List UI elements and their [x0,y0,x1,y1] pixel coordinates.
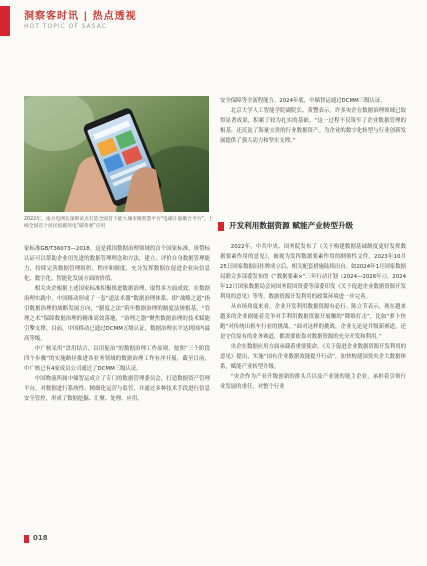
header-accent-bar [0,6,10,36]
header-title: 洞察客时讯 | 热点透视 [24,11,137,22]
paragraph: 2022年，中共中央、国务院发布了《关于构建数据基础制度更好发挥数据要素作用的意见》，被视为发挥数据要素作用的纲领性文件。2023年10月25日国家数据局挂牌成立后，相关配套措施陆续出台。如2024年1月国家数据局联合多部委发布的《“数据要素×”三年行动计划（2024—2026年）》，2024年12月国家数据局会同国务院国资委等部委印发《关于促进企业数据资源开发利用的意见》等等，数据资源开发利用的政策环境进一步完善。 [220,244,407,300]
photo-caption: 2022年，南方电网在深圳试点打造全国首个能大城市级智慧平台"电碳计量聚合平台"。上线全国首个居民低碳用电"碳普惠"应用 [24,217,214,229]
paragraph: 家标准GB/T36073—2018。这是我国数据治理领域的首个国家标准，该赞标认证可以帮助企业用先进的数据管理理念和方法，建立、评价自身数据管理能力，持续完善数据管理组织、程序和制度，充分发挥数据在促进企业向信息化、数字化、智能化发展方面的价值。 [24,246,210,282]
paragraph: 从市场角度来看，企业开发利用数据资源有必行。陈立节表示，现在越来越多的企业剧能着竞争对手利用数据资源开展赚的“降维打击”，比如“萝卜快跑”对传统出租车行业的挑战。“面对这样的挑战，企业无论是升级新赛道，还是守住原有的业务赛道，都需要依靠对数据资源的充分开发和利用。” [220,304,406,340]
photo-smartphone-in-hand [24,96,209,212]
paragraph: 北京大学人工智能学院副院长、黄豐表示，许多央企在数据治理领域已取得显著成果，积累了较为扎实的基础。“这一过程不仅筑牢了企业数据管理的根基，还沉淀了海量宝贵的行业数据资产。为企业的数字化转型与行业创新发展提供了强大动力和坚实支撑。” [220,108,406,144]
paragraph: 中国物流所属中储智运成立了专门的数据管理委员会，打造数据资产管理平台，对数据进行系统性、精细化运营与监管，并通过多种技术手段进行信息安全管控，形成了数据挖掘、汇聚、处理、应用、 [24,376,210,402]
article-photo [24,96,209,212]
paragraph: 安全保障等全流程能力。2024年底，中储智运通过DCMM三级认证。 [220,98,386,104]
page-header [0,0,427,44]
right-column-top [220,96,406,146]
section-marker [218,222,224,231]
footer-accent-bar [24,535,29,543]
left-column [24,244,210,404]
paragraph: 央企在数据应用方面承载着重要使命。《关于促进企业数据资源开发利用的意见》提出，实施“国有企业数据效能提升行动”，加快构建国资央企大数据体系，赋能产业转型升级。 [220,344,406,370]
paragraph: 相关央企根据上述国家标准积极推进数据治理，取得多方面成效。在数据治理实践中，中国移动形成了一套“道法术器”数据治理体系，即“战略之道”指引数据治理的战略发展方向，“制度之法”筑牢数据治理的制度法规根基，“管理之术”保障数据治理的精准高效落地，“治理之器”聚焦数据治理的技术赋能引擎支撑。目前，中国移动已通过DCMM五级认证，数据治理水平达到国内最高等级。 [24,286,210,342]
section-heading [218,220,408,234]
paragraph: 中广核采用“盘用结合、以用促治”的数据治理工作原则，按照“三个阶段四个步骤”的实施路径推进各业务领域的数据治理工作有序开展，截至目前，中广核已有4家成员公司通过了DCMM三级认证。 [24,346,210,372]
header-subtitle: HOT TOPIC OF SASAC [24,23,107,30]
paragraph: “央企作为产业升级创新的排头兵以及产业链的链主企业，承担着引领行业发展的重任，对整个行业 [220,374,406,390]
page-number: 018 [33,534,48,542]
right-column-bottom [220,242,406,392]
section-title: 开发利用数据资源 赋能产业转型升级 [229,221,354,230]
